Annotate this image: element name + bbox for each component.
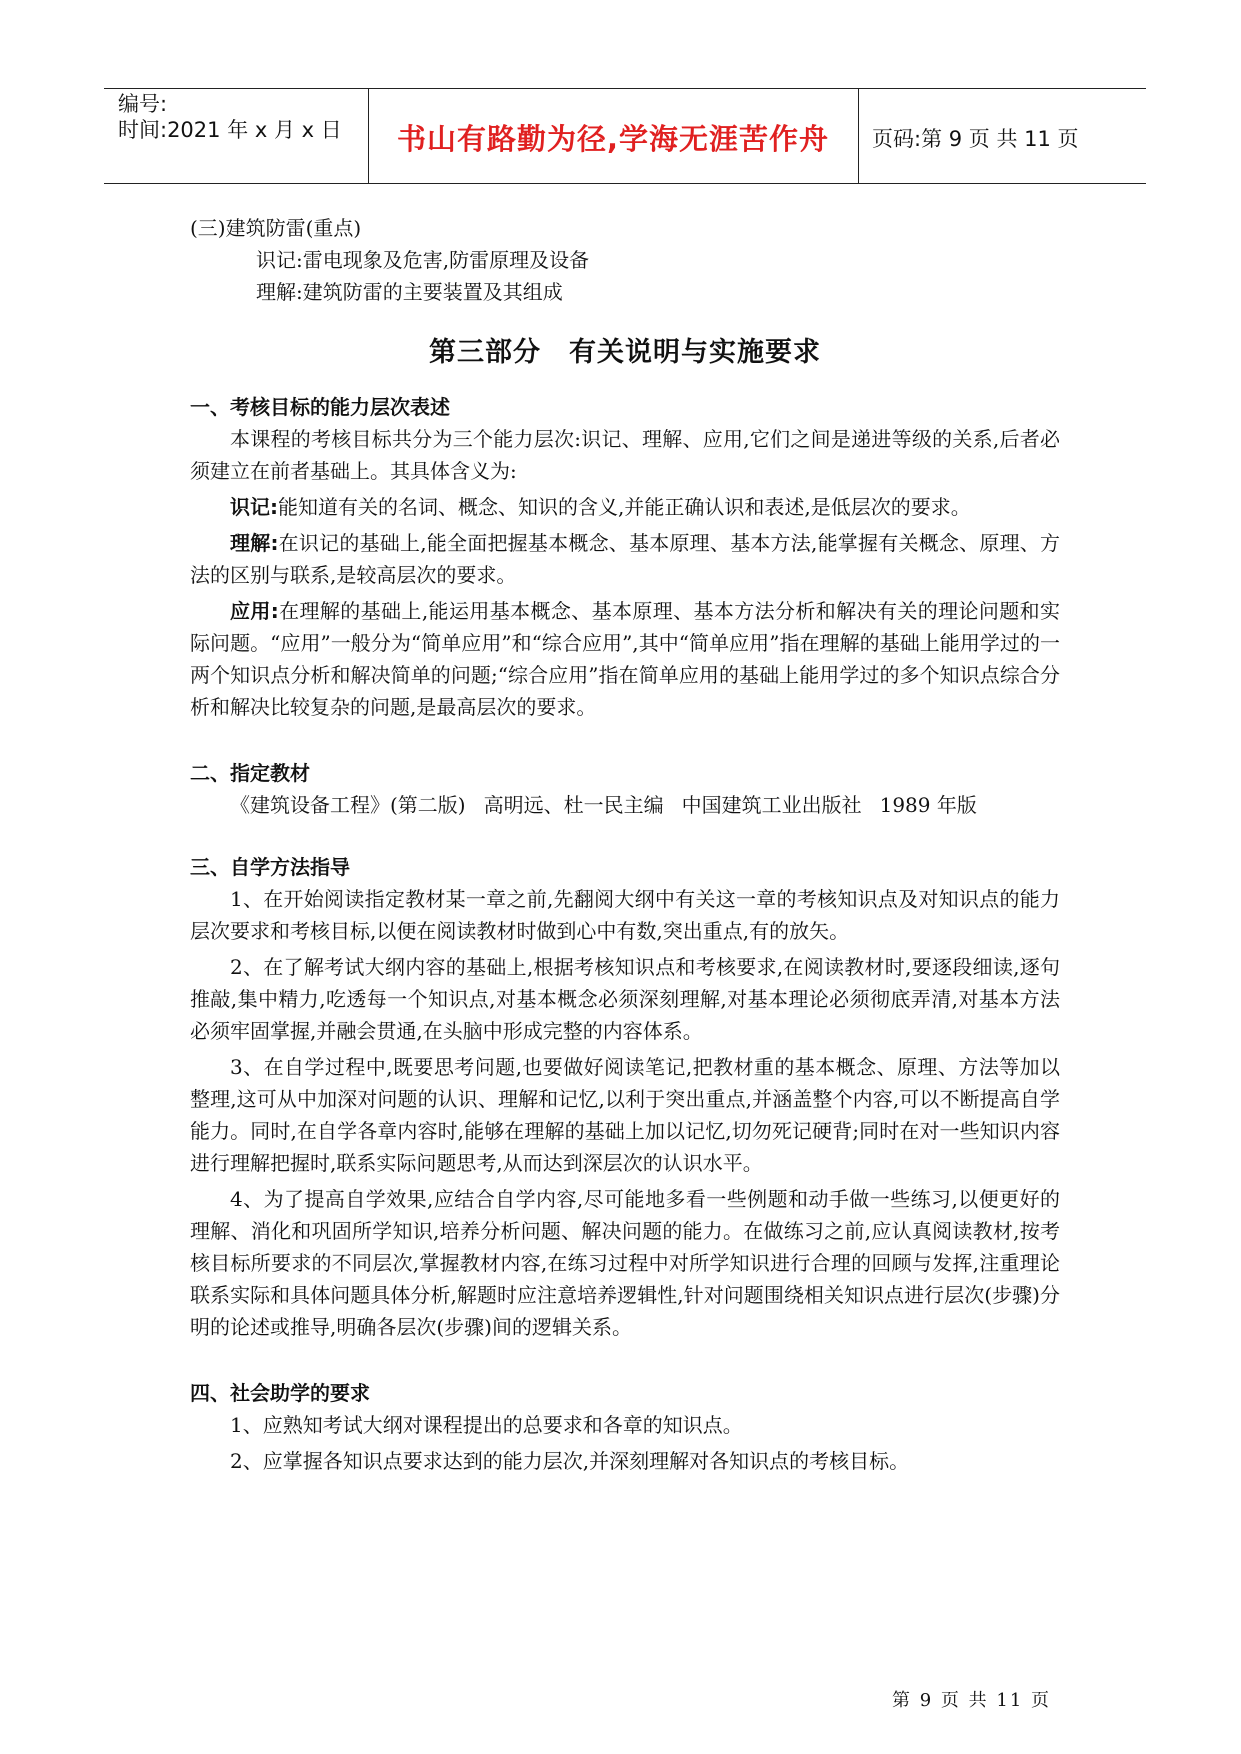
paragraph [190,595,1060,723]
section-heading: 一、考核目标的能力层次表述 [190,395,450,419]
document-number-label: 编号: [118,92,168,116]
term-definition: 能知道有关的名词、概念、知识的含义,并能正确认识和表述,是低层次的要求。 [278,495,971,519]
page-footer: 第 9 页 共 11 页 [892,1690,1051,1711]
section-heading: 四、社会助学的要求 [190,1381,370,1405]
list-item: 2、应掌握各知识点要求达到的能力层次,并深刻理解对各知识点的考核目标。 [230,1449,910,1473]
term-label: 应用: [230,599,279,623]
subsection-line: 理解:建筑防雷的主要装置及其组成 [256,280,563,304]
paragraph [190,491,1060,523]
paragraph [190,527,1060,591]
header-middle-cell [368,89,859,183]
header-page-info: 页码:第 9 页 共 11 页 [872,127,1079,151]
document-time-label: 时间:2021 年 x 月 x 日 [118,118,342,142]
subsection-title: (三)建筑防雷(重点) [190,216,362,240]
textbook-authors: 高明远、杜一民主编 [483,793,664,817]
textbook-publisher: 中国建筑工业出版社 [681,793,862,817]
section-heading: 二、指定教材 [190,761,310,785]
header-motto: 书山有路勤为径,学海无涯苦作舟 [396,122,830,156]
section-heading: 三、自学方法指导 [190,855,350,879]
list-item: 1、应熟知考试大纲对课程提出的总要求和各章的知识点。 [230,1413,743,1437]
term-definition: 在识记的基础上,能全面把握基本概念、基本原理、基本方法,能掌握有关概念、原理、方法的区别与联系,是较高层次的要求。 [190,531,1061,587]
term-label: 理解: [230,531,279,555]
textbook-line [190,789,1060,821]
list-item: 3、在自学过程中,既要思考问题,也要做好阅读笔记,把教材重的基本概念、原理、方法等加以整理,这可从中加深对问题的认识、理解和记忆,以利于突出重点,并涵盖整个内容,可以不断提高自学能力。同时,在自学各章内容时,能够在理解的基础上加以记忆,切勿死记硬背;同时在对一些知识内容进行理解把握时,联系实际问题思考,从而达到深层次的认识水平。 [190,1055,1060,1175]
term-definition: 在理解的基础上,能运用基本概念、基本原理、基本方法分析和解决有关的理论问题和实际问题。“应用”一般分为“简单应用”和“综合应用”,其中“简单应用”指在理解的基础上能用学过的一两个知识点分析和解决简单的问题;“综合应用”指在简单应用的基础上能用学过的多个知识点综合分析和解决比较复杂的问题,是最高层次的要求。 [190,599,1061,719]
part-title: 第三部分 有关说明与实施要求 [429,337,821,368]
list-item: 4、为了提高自学效果,应结合自学内容,尽可能地多看一些例题和动手做一些练习,以便更好的理解、消化和巩固所学知识,培养分析问题、解决问题的能力。在做练习之前,应认真阅读教材,按考核目标所要求的不同层次,掌握教材内容,在练习过程中对所学知识进行合理的回顾与发挥,注重理论联系实际和具体问题具体分析,解题时应注意培养逻辑性,针对问题围绕相关知识点进行层次(步骤)分明的论述或推导,明确各层次(步骤)间的逻辑关系。 [190,1187,1060,1339]
term-label: 识记: [230,495,278,519]
subsection-line: 识记:雷电现象及危害,防雷原理及设备 [256,248,590,272]
document-body [190,212,1060,1481]
header-right-cell [858,89,1146,183]
list-item: 1、在开始阅读指定教材某一章之前,先翻阅大纲中有关这一章的考核知识点及对知识点的能力层次要求和考核目标,以便在阅读教材时做到心中有数,突出重点,有的放矢。 [190,887,1060,943]
textbook-title: 《建筑设备工程》(第二版) [230,793,466,817]
textbook-edition: 1989 年版 [879,793,977,817]
page-header [104,88,1146,184]
header-left-cell [104,89,369,183]
paragraph: 本课程的考核目标共分为三个能力层次:识记、理解、应用,它们之间是递进等级的关系,后者必须建立在前者基础上。其具体含义为: [190,427,1060,483]
list-item: 2、在了解考试大纲内容的基础上,根据考核知识点和考核要求,在阅读教材时,要逐段细读,逐句推敲,集中精力,吃透每一个知识点,对基本概念必须深刻理解,对基本理论必须彻底弄清,对基本方法必须牢固掌握,并融会贯通,在头脑中形成完整的内容体系。 [190,955,1060,1043]
